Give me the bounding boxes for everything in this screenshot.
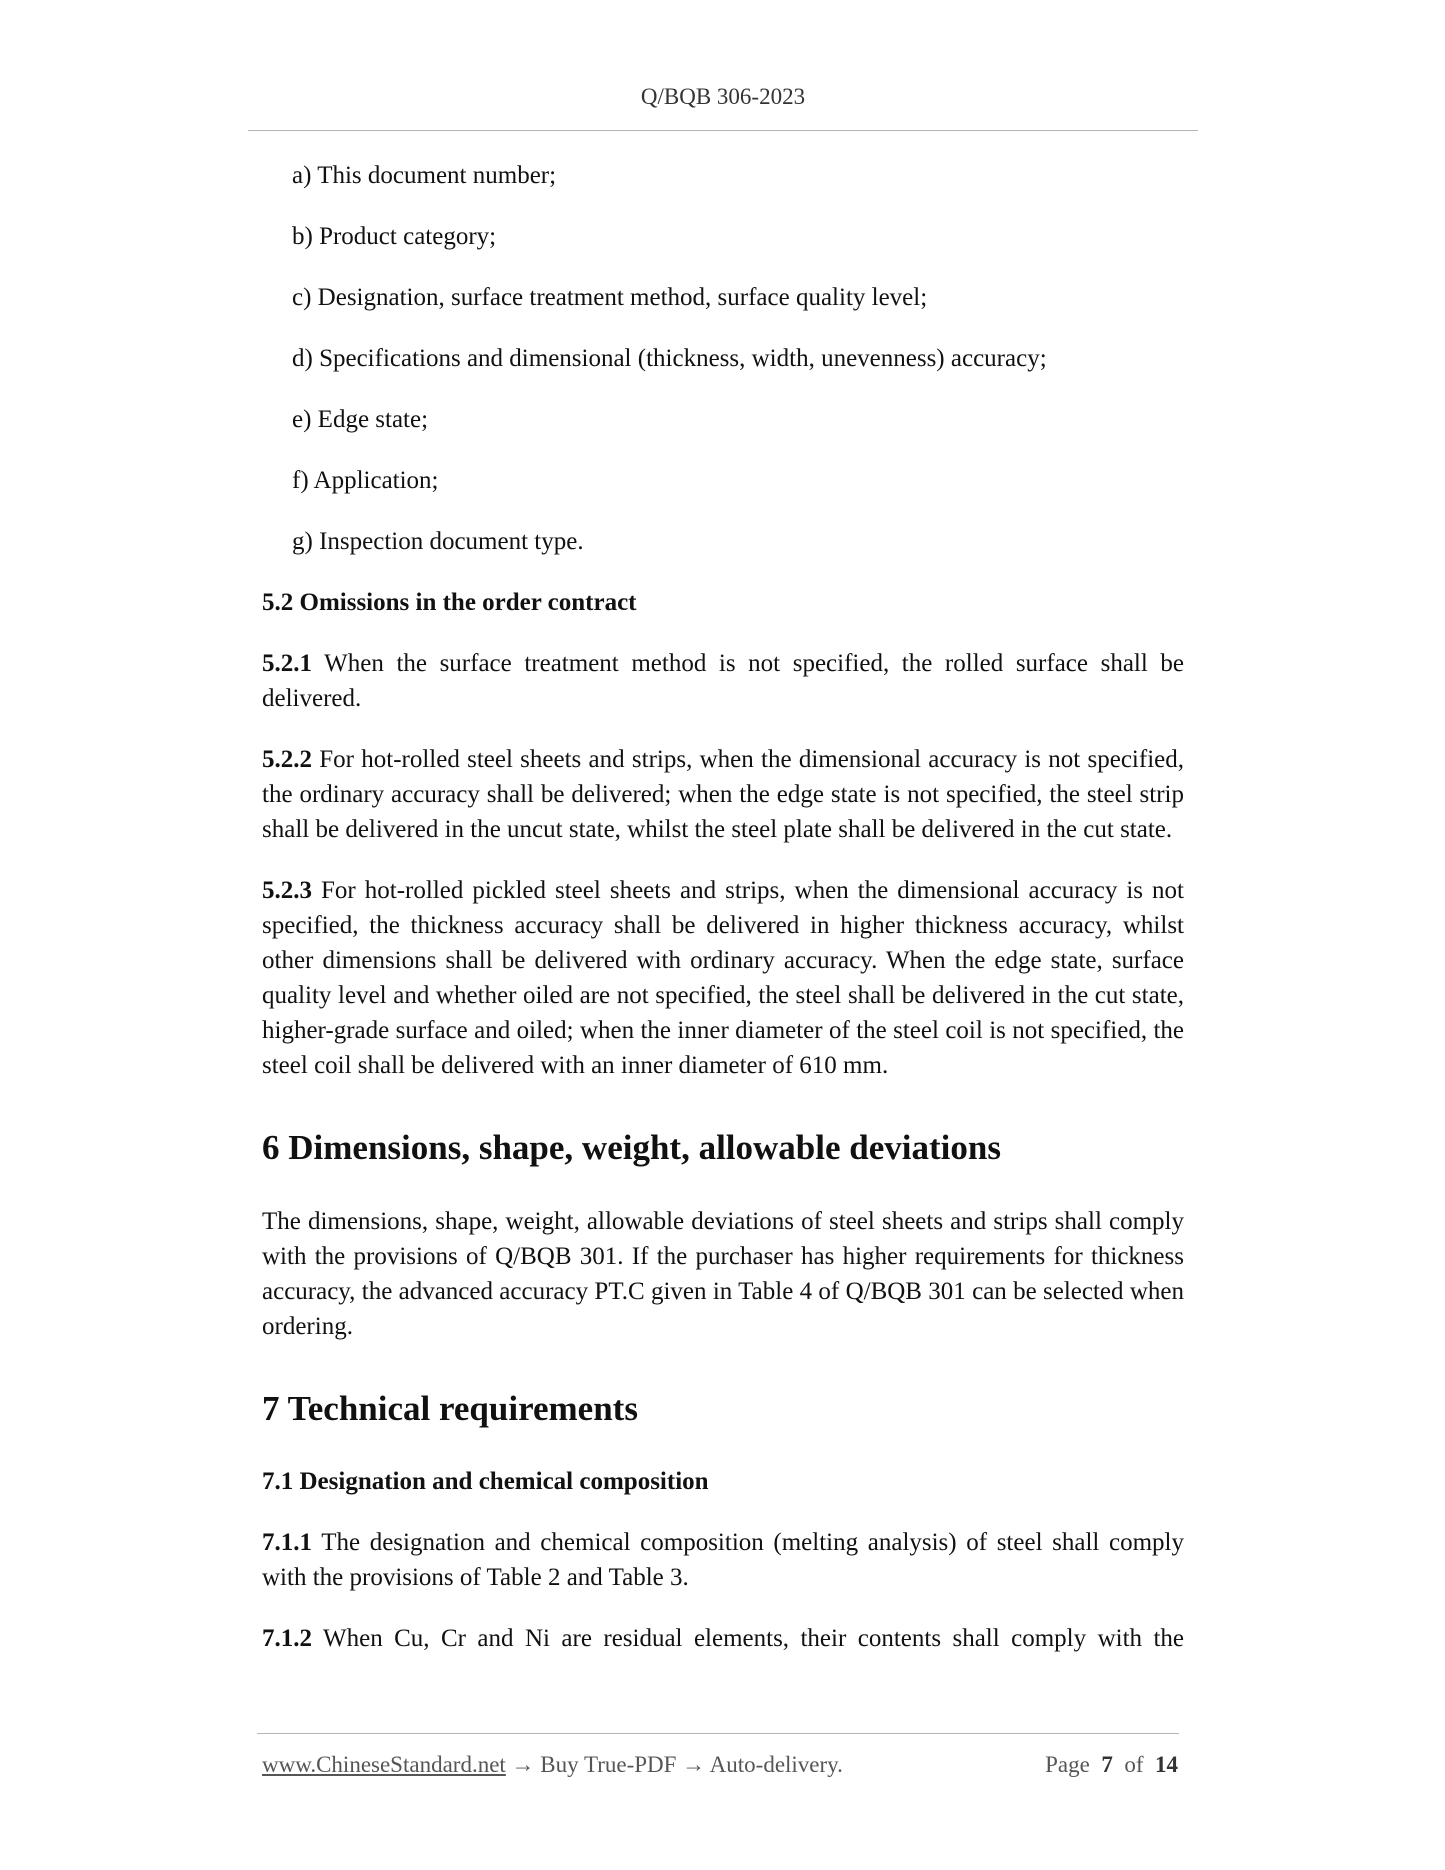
footer-promo [262, 1752, 843, 1778]
footer-divider [257, 1733, 1179, 1734]
clause-text: The designation and chemical composition (melting analysis) of steel shall comply with the provisions of Table 2 and Table 3. [262, 1529, 1184, 1591]
clause-7-1-2 [262, 1621, 1184, 1656]
section-heading-7: 7 Technical requirements [262, 1389, 638, 1428]
page-indicator [1045, 1752, 1178, 1778]
clause-number: 5.2.2 [262, 746, 312, 773]
clause-5-2-1 [262, 646, 1184, 716]
list-item: a) This document number; [292, 162, 557, 189]
subsection-heading-5-2: 5.2 Omissions in the order contract [262, 589, 637, 616]
of-label: of [1124, 1752, 1144, 1777]
section-6-paragraph: The dimensions, shape, weight, allowable deviations of steel sheets and strips shall comply with the provisions of Q/BQB 301. If the purchaser has higher requirements for thickness accuracy, the advanced accuracy PT.C given in Table 4 of Q/BQB 301 can be selected when ordering. [262, 1208, 1184, 1340]
footer-tagline: → Buy True-PDF → Auto-delivery. [511, 1752, 843, 1777]
list-item: e) Edge state; [292, 406, 429, 433]
list-item: d) Specifications and dimensional (thickness, width, unevenness) accuracy; [292, 345, 1047, 372]
current-page-number: 7 [1101, 1752, 1113, 1777]
site-link[interactable]: www.ChineseStandard.net [262, 1752, 506, 1777]
clause-number: 7.1.1 [262, 1529, 312, 1556]
total-page-number: 14 [1155, 1752, 1178, 1777]
clause-number: 5.2.3 [262, 877, 312, 904]
clause-text: For hot-rolled steel sheets and strips, when the dimensional accuracy is not specified, the ordinary accuracy shall be delivered; when the edge state is not specified, the steel strip shall be delivered in the uncut state, whilst the steel plate shall be delivered in the cut state. [262, 746, 1184, 843]
clause-5-2-2 [262, 742, 1184, 847]
document-body [262, 159, 1184, 1656]
clause-text: For hot-rolled pickled steel sheets and strips, when the dimensional accuracy is not specified, the thickness accuracy shall be delivered in higher thickness accuracy, whilst other dimensions shall be delivered with ordinary accuracy. When the edge state, surface quality level and whether oiled are not specified, the steel shall be delivered in the cut state, higher-grade surface and oiled; when the inner diameter of the steel coil is not specified, the steel coil shall be delivered with an inner diameter of 610 mm. [262, 877, 1184, 1079]
list-item: b) Product category; [292, 223, 497, 250]
clause-5-2-3 [262, 873, 1184, 1083]
section-heading-6: 6 Dimensions, shape, weight, allowable deviations [262, 1128, 1001, 1167]
page-label: Page [1045, 1752, 1090, 1777]
clause-7-1-1 [262, 1525, 1184, 1595]
list-item: f) Application; [292, 467, 439, 494]
clause-text: When Cu, Cr and Ni are residual elements, their contents shall comply with the [323, 1625, 1184, 1652]
list-item: c) Designation, surface treatment method, surface quality level; [292, 284, 928, 311]
clause-number: 7.1.2 [262, 1625, 312, 1652]
document-code-header: Q/BQB 306-2023 [640, 84, 806, 109]
list-item: g) Inspection document type. [292, 528, 584, 555]
subsection-heading-7-1: 7.1 Designation and chemical composition [262, 1468, 709, 1495]
clause-number: 5.2.1 [262, 650, 312, 677]
clause-text: When the surface treatment method is not specified, the rolled surface shall be delivered. [262, 650, 1184, 712]
header-divider [248, 130, 1198, 131]
